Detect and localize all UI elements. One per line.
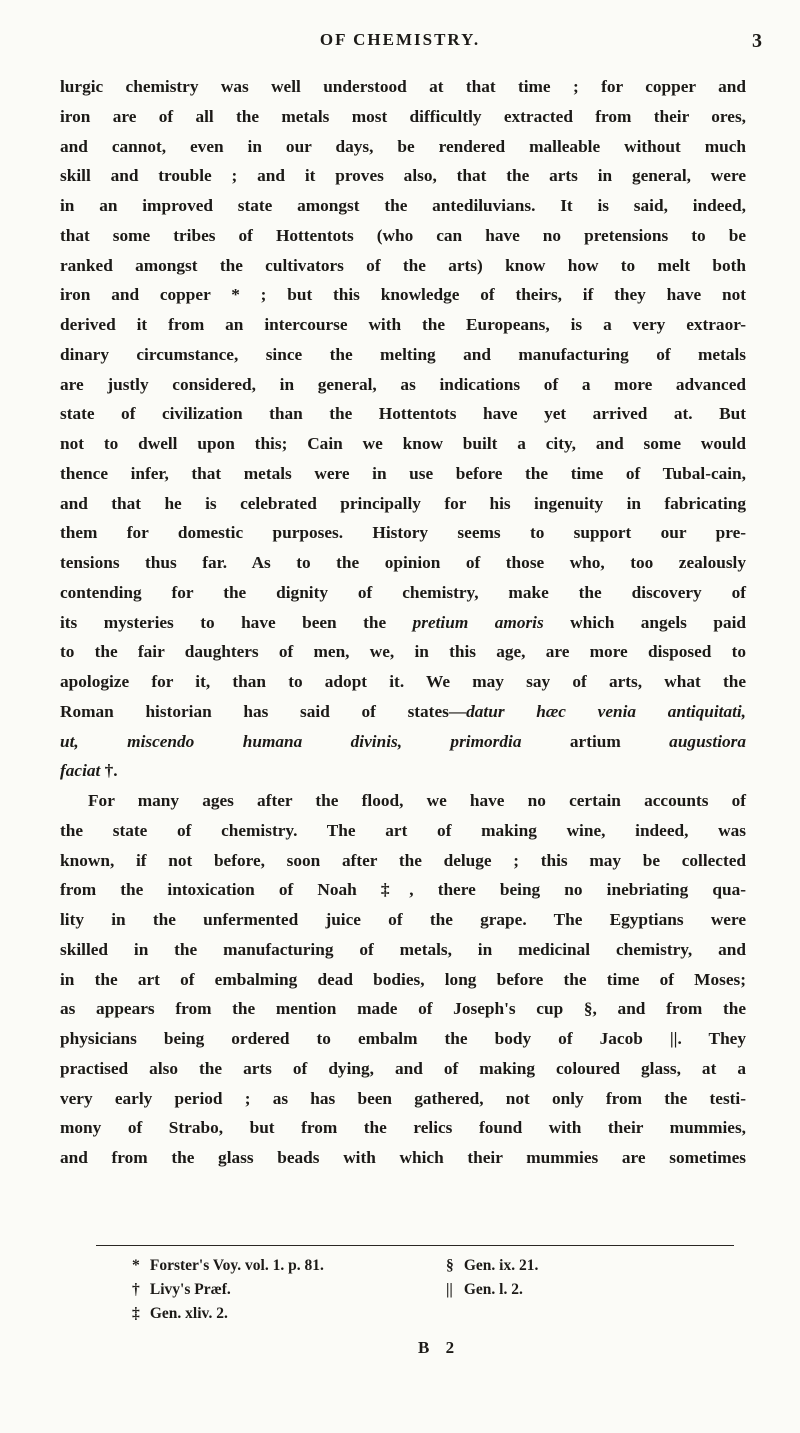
footnote-text: Gen. l. 2.: [463, 1281, 523, 1298]
footnote-mark: †: [132, 1281, 140, 1298]
text-line: in an improved state amongst the antediluvians. It is said, indeed,: [60, 196, 746, 215]
latin-phrase: augustiora: [669, 731, 747, 751]
footnote-mark: §: [446, 1257, 454, 1274]
text-line: and that he is celebrated principally for his ingenuity in fabricating: [60, 493, 746, 513]
text-line: [60, 608, 746, 638]
text-line: iron are of all the metals most difficultly extracted from their ores,: [60, 106, 746, 126]
text-line: mony of Strabo, but from the relics found with their mummies,: [60, 1118, 746, 1138]
text-line: [60, 756, 746, 786]
text-line: lity in the unfermented juice of the grape. The Egyptians were: [60, 910, 746, 929]
running-head: OF CHEMISTRY.: [319, 30, 481, 49]
text-line: as appears from the mention made of Joseph's cup §, and from the: [60, 999, 746, 1019]
text-line: contending for the dignity of chemistry, make the discovery of: [60, 582, 746, 602]
footnote-mark: *: [132, 1257, 140, 1274]
text-segment: its mysteries to have been the: [60, 612, 413, 632]
text-line: [60, 697, 746, 727]
footnote-text: Livy's Præf.: [149, 1281, 231, 1298]
text-line: that some tribes of Hottentots (who can have no pretensions to be: [60, 225, 746, 245]
page-header: [0, 30, 800, 70]
latin-phrase: pretium amoris: [412, 612, 544, 632]
text-line: tensions thus far. As to the opinion of those who, too zealously: [60, 553, 746, 572]
text-line: and from the glass beads with which their mummies are sometimes: [60, 1148, 746, 1167]
text-segment: artium: [521, 731, 670, 751]
latin-phrase: faciat: [60, 761, 101, 781]
text-line: in the art of embalming dead bodies, long before the time of Moses;: [60, 969, 746, 989]
text-line: skill and trouble ; and it proves also, that the arts in general, were: [60, 166, 746, 186]
footnote-mark: ‡: [132, 1305, 140, 1322]
text-line: are justly considered, in general, as indications of a more advanced: [60, 374, 746, 394]
text-line: ranked amongst the cultivators of the arts) know how to melt both: [60, 255, 746, 275]
text-segment: Roman historian has said of states—: [60, 701, 467, 721]
text-line: them for domestic purposes. History seems to support our pre-: [60, 523, 746, 543]
footnote-text: Gen. ix. 21.: [463, 1257, 539, 1274]
text-line: the state of chemistry. The art of making wine, indeed, was: [60, 820, 746, 840]
footnote: [132, 1254, 324, 1278]
text-segment: which angels paid: [543, 612, 746, 632]
footnote: [446, 1278, 538, 1302]
footnote-mark: ||: [446, 1281, 453, 1298]
text-line: derived it from an intercourse with the Europeans, is a very extraor-: [60, 315, 746, 334]
footnote-rule: [96, 1245, 734, 1246]
text-line: known, if not before, soon after the deluge ; this may be collected: [60, 850, 746, 870]
text-line: to the fair daughters of men, we, in this age, are more disposed to: [60, 642, 746, 662]
text-line: [60, 727, 746, 757]
text-line: skilled in the manufacturing of metals, in medicinal chemistry, and: [60, 939, 746, 959]
footnote: [132, 1278, 324, 1302]
text-line: apologize for it, than to adopt it. We may say of arts, what the: [60, 672, 746, 691]
footnote-ref: †.: [100, 761, 118, 781]
paragraph-first-line: For many ages after the flood, we have no certain accounts of: [88, 791, 746, 810]
signature-mark: B 2: [418, 1338, 461, 1357]
text-line: physicians being ordered to embalm the body of Jacob ||. They: [60, 1029, 746, 1048]
text-line: and cannot, even in our days, be rendered malleable without much: [60, 136, 746, 156]
latin-phrase: datur hæc venia antiquitati,: [466, 701, 747, 721]
text-line: lurgic chemistry was well understood at that time ; for copper and: [60, 77, 746, 96]
footnotes-right-column: [446, 1254, 538, 1302]
text-line: not to dwell upon this; Cain we know built a city, and some would: [60, 434, 746, 453]
footnote-text: Forster's Voy. vol. 1. p. 81.: [149, 1257, 324, 1274]
text-line: practised also the arts of dying, and of making coloured glass, at a: [60, 1058, 746, 1078]
footnotes-left-column: [132, 1254, 324, 1326]
body-text: [60, 72, 746, 1173]
text-line: from the intoxication of Noah ‡, there being no inebriating qua-: [60, 880, 746, 900]
footnote: [446, 1254, 538, 1278]
page-number: 3: [752, 30, 762, 52]
text-line: very early period ; as has been gathered, not only from the testi-: [60, 1088, 746, 1108]
text-line: iron and copper * ; but this knowledge of theirs, if they have not: [60, 285, 746, 305]
footnote: [132, 1302, 324, 1326]
text-line: state of civilization than the Hottentots have yet arrived at. But: [60, 404, 746, 424]
text-line: dinary circumstance, since the melting and manufacturing of metals: [60, 344, 746, 364]
latin-phrase: ut, miscendo humana divinis, primordia: [60, 731, 522, 751]
text-line: thence infer, that metals were in use before the time of Tubal-cain,: [60, 463, 746, 483]
footnote-text: Gen. xliv. 2.: [149, 1305, 228, 1322]
